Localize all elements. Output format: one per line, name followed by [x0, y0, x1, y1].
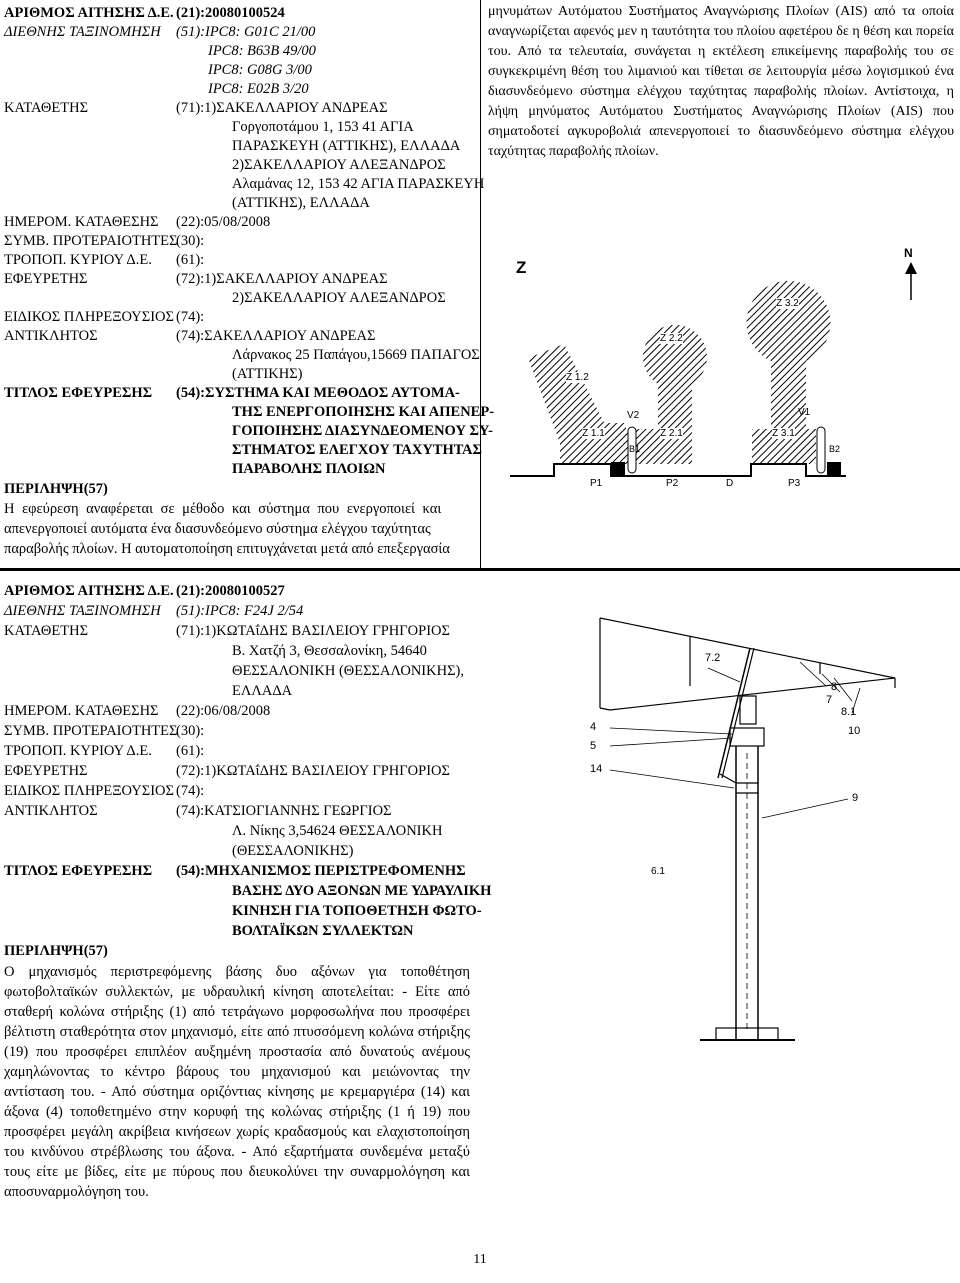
applicant-line: Αλαμάνας 12, 153 42 ΑΓΙΑ ΠΑΡΑΣΚΕΥΗ — [232, 176, 485, 192]
ipc-value: (51):IPC8: F24J 2/54 — [176, 603, 304, 619]
title-value: (54):ΣΥΣΤΗΜΑ ΚΑΙ ΜΕΘΟΔΟΣ ΑΥΤΟΜΑ- — [176, 385, 460, 401]
ipc-value: (51):IPC8: G01C 21/00 — [176, 24, 316, 40]
ipc-value: IPC8: B63B 49/00 — [208, 43, 316, 59]
title-line: ΒΟΛΤΑΪΚΩΝ ΣΥΛΛΕΚΤΩΝ — [232, 923, 414, 939]
agent-value: (74): — [176, 783, 205, 799]
filing-date-value: (22):05/08/2008 — [176, 214, 271, 230]
diagram-label: D — [726, 478, 734, 489]
applicant-value: (71):1)ΣΑΚΕΛΛΑΡΙΟΥ ΑΝΔΡΕΑΣ — [176, 100, 388, 116]
abstract-line: παραβολής πλοίων. Η αυτοματοποίηση επιτυγχάνεται μετά από επεξεργασία — [4, 541, 450, 557]
diagram-label: Z 3.1 — [772, 428, 795, 439]
contact-label: ΑΝΤΙΚΛΗΤΟΣ — [4, 803, 98, 819]
application-number-value: (21):20080100527 — [176, 583, 285, 599]
title-line: ΒΑΣΗΣ ΔΥΟ ΑΞΟΝΩΝ ΜΕ ΥΔΡΑΥΛΙΚΗ — [232, 883, 492, 899]
ipc-label: ΔΙΕΘΝΗΣ ΤΑΞΙΝΟΜΗΣΗ — [4, 603, 161, 619]
berth-diagram — [506, 236, 852, 498]
drawing-label: 9 — [852, 792, 859, 804]
ipc-value: IPC8: E02B 3/20 — [208, 81, 309, 97]
filing-date-label: ΗΜΕΡΟΜ. ΚΑΤΑΘΕΣΗΣ — [4, 703, 159, 719]
priority-value: (30): — [176, 233, 205, 249]
drawing-label: 7 — [826, 694, 833, 706]
application-number-label: ΑΡΙΘΜΟΣ ΑΙΤΗΣΗΣ Δ.Ε. — [4, 5, 174, 21]
berth-b1 — [611, 462, 625, 476]
diagram-label: P3 — [788, 478, 801, 489]
applicant-label: ΚΑΤΑΘΕΤΗΣ — [4, 623, 89, 639]
applicant-line: ΕΛΛΑΔΑ — [232, 683, 293, 699]
contact-line: Λάρνακος 25 Παπάγου,15669 ΠΑΠΑΓΟΣ — [232, 347, 480, 363]
diagram-label: B1 — [629, 444, 641, 454]
applicant-value: (71):1)ΚΩΤΑΐΔΗΣ ΒΑΣΙΛΕΙΟΥ ΓΡΗΓΟΡΙΟΣ — [176, 623, 450, 639]
drawing-label: 7.2 — [705, 652, 721, 664]
contact-line: Λ. Νίκης 3,54624 ΘΕΣΣΑΛΟΝΙΚΗ — [232, 823, 443, 839]
abstract-line: απενεργοποιεί αυτόματα ένα διασυνδεόμενο σύστημα ελέγχου ταχύτητας — [4, 521, 431, 537]
inventor-value: (72):1)ΣΑΚΕΛΛΑΡΙΟΥ ΑΝΔΡΕΑΣ — [176, 271, 388, 287]
modification-value: (61): — [176, 252, 205, 268]
application-number-label: ΑΡΙΘΜΟΣ ΑΙΤΗΣΗΣ Δ.Ε. — [4, 583, 174, 599]
page-number: 11 — [473, 1252, 487, 1267]
applicant-label: ΚΑΤΑΘΕΤΗΣ — [4, 100, 89, 116]
diagram-label: Z 1.2 — [566, 372, 589, 383]
diagram-label: Z — [516, 258, 527, 277]
diagram-label: P2 — [666, 478, 679, 489]
drawing-label: 10 — [848, 725, 861, 737]
agent-label: ΕΙΔΙΚΟΣ ΠΛΗΡΕΞΟΥΣΙΟΣ — [4, 783, 174, 799]
diagram-label: P1 — [590, 478, 603, 489]
diagram-label: V2 — [627, 410, 640, 421]
modification-label: ΤΡΟΠΟΠ. ΚΥΡΙΟΥ Δ.Ε. — [4, 252, 152, 268]
contact-line: (ΑΤΤΙΚΗΣ) — [232, 366, 303, 382]
title-label: ΤΙΤΛΟΣ ΕΦΕΥΡΕΣΗΣ — [4, 863, 153, 879]
priority-label: ΣΥΜΒ. ΠΡΟΤΕΡΑΙΟΤΗΤΕΣ — [4, 723, 178, 739]
priority-value: (30): — [176, 723, 205, 739]
applicant-line: 2)ΣΑΚΕΛΛΑΡΙΟΥ ΑΛΕΞΑΝΔΡΟΣ — [232, 157, 446, 173]
diagram-label: Z 2.1 — [660, 428, 683, 439]
inventor-value: (72):1)ΚΩΤΑΐΔΗΣ ΒΑΣΙΛΕΙΟΥ ΓΡΗΓΟΡΙΟΣ — [176, 763, 450, 779]
inventor-label: ΕΦΕΥΡΕΤΗΣ — [4, 763, 88, 779]
filing-date-value: (22):06/08/2008 — [176, 703, 271, 719]
filing-date-label: ΗΜΕΡΟΜ. ΚΑΤΑΘΕΣΗΣ — [4, 214, 159, 230]
application-number-value: (21):20080100524 — [176, 5, 285, 21]
drawing-label: 14 — [590, 763, 603, 775]
inventor-line: 2)ΣΑΚΕΛΛΑΡΙΟΥ ΑΛΕΞΑΝΔΡΟΣ — [232, 290, 446, 306]
drawing-label: 8 — [831, 681, 838, 693]
modification-label: ΤΡΟΠΟΠ. ΚΥΡΙΟΥ Δ.Ε. — [4, 743, 152, 759]
panel-top-edge — [600, 618, 895, 678]
diagram-label: Z 2.2 — [660, 333, 683, 344]
contact-value: (74):ΣΑΚΕΛΛΑΡΙΟΥ ΑΝΔΡΕΑΣ — [176, 328, 376, 344]
abstract-text: Ο μηχανισμός περιστρεφόμενης βάσης δυο αξόνων για τοποθέτηση φωτοβολταϊκών συλλεκτών, με υδραυλική κίνηση αποτελείται: - Είτε από σταθερή κολώνα στήριξης (1) από τετράγωνο μορφοσωλήνα που προσφέρει βέλτιστη σταθερότητα στον μηχανισμό, είτε από πτυσσόμενη κολώνα στήριξης (19) που προσφέρει επιπλέον αυξημένη προστασία από δυνατούς ανέμους χαμηλώνοντας το κέντρο βάρους του μηχανισμού και μειώνοντας την αντίσταση του. - Από σύστημα οριζόντιας κίνησης με κρεμαργιέρα (14) και άξονα (4) τοποθετημένο στην κορυφή της κολώνας στήριξης (1 ή 19) που προσφέρει μεγάλη ακρίβεια κινήσεων χωρίς κραδασμούς και ελαχιστοποίηση του κινδύνου στρέβλωσης του άξονα. - Από εξαρτήματα συνδεμένα μεταξύ τους είτε με βίδες, είτε με πύρους που διευκολύνει την συναρμολόγηση και αποσυναρμολόγηση του. — [4, 964, 470, 1200]
title-line: ΤΗΣ ΕΝΕΡΓΟΠΟΙΗΣΗΣ ΚΑΙ ΑΠΕΝΕΡ- — [232, 404, 495, 420]
diagram-label: B2 — [829, 444, 841, 454]
title-line: ΣΤΗΜΑΤΟΣ ΕΛΕΓΧΟΥ ΤΑΧΥΤΗΤΑΣ — [232, 442, 482, 458]
modification-value: (61): — [176, 743, 205, 759]
abstract-continuation: μηνυμάτων Αυτόματου Συστήματος Αναγνώρισης Πλοίων (AIS) από τα οποία αναγνωρίζεται αφενός μεν η ταυτότητα του πλοίου αφετέρου δε η θέση και πορεία του. Από τα τελευταία, συνάγεται η εκτέλεση επικείμενης παραβολής του σε συγκεκριμένη θέση του λιμανιού και τίθεται σε λειτουργία μέσω λογισμικού ένα διασυνδεόμενο σύστημα ελέγχου ταχύτητας παραβολής πλοίων. Αντίστοιχα, η λήψη μηνύματος Αυτόματου Συστήματος Αναγνώρισης Πλοίων (AIS) που σηματοδοτεί αγκυροβολιά απενεργοποιεί το διασυνδεόμενο σύστημα ελέγχου ταχύτητας παραβολής πλοίων. — [488, 4, 954, 159]
diagram-label: N — [904, 246, 913, 260]
title-line: ΓΟΠΟΙΗΣΗΣ ΔΙΑΣΥΝΔΕΟΜΕΝΟΥ ΣΥ- — [232, 423, 494, 439]
contact-label: ΑΝΤΙΚΛΗΤΟΣ — [4, 328, 98, 344]
ipc-label: ΔΙΕΘΝΗΣ ΤΑΞΙΝΟΜΗΣΗ — [4, 24, 161, 40]
ipc-value: IPC8: G08G 3/00 — [208, 62, 312, 78]
agent-value: (74): — [176, 309, 205, 325]
drawing-label: 5 — [590, 740, 597, 752]
abstract-line: Η εφεύρεση αναφέρεται σε μέθοδο και σύστημα που ενεργοποιεί και — [4, 501, 442, 517]
diagram-label: Z 1.1 — [582, 428, 605, 439]
agent-label: ΕΙΔΙΚΟΣ ΠΛΗΡΕΞΟΥΣΙΟΣ — [4, 309, 174, 325]
contact-line: (ΘΕΣΣΑΛΟΝΙΚΗΣ) — [232, 843, 354, 859]
applicant-line: ΠΑΡΑΣΚΕΥΗ (ΑΤΤΙΚΗΣ), ΕΛΛΑΔΑ — [232, 138, 461, 154]
priority-label: ΣΥΜΒ. ΠΡΟΤΕΡΑΙΟΤΗΤΕΣ — [4, 233, 178, 249]
applicant-line: Β. Χατζή 3, Θεσσαλονίκη, 54640 — [232, 643, 427, 659]
berth-b2 — [827, 462, 841, 476]
applicant-line: ΘΕΣΣΑΛΟΝΙΚΗ (ΘΕΣΣΑΛΟΝΙΚΗΣ), — [232, 663, 464, 679]
diagram-label: Z 3.2 — [776, 298, 799, 309]
contact-value: (74):ΚΑΤΣΙΟΓΙΑΝΝΗΣ ΓΕΩΡΓΙΟΣ — [176, 803, 392, 819]
drawing-label: 8.1 — [841, 706, 857, 718]
drawing-label: 4 — [590, 721, 597, 733]
applicant-line: (ΑΤΤΙΚΗΣ), ΕΛΛΑΔΑ — [232, 195, 370, 211]
title-label: ΤΙΤΛΟΣ ΕΦΕΥΡΕΣΗΣ — [4, 385, 153, 401]
mechanism-drawing — [590, 578, 920, 1048]
drawing-label: 6.1 — [651, 866, 665, 877]
title-line: ΠΑΡΑΒΟΛΗΣ ΠΛΟΙΩΝ — [232, 461, 386, 477]
entry-separator — [0, 568, 960, 571]
title-line: ΚΙΝΗΣΗ ΓΙΑ ΤΟΠΟΘΕΤΗΣΗ ΦΩΤΟ- — [232, 903, 482, 919]
diagram-label: V1 — [798, 407, 811, 418]
column-divider — [480, 0, 481, 568]
vessel-v1 — [817, 427, 825, 473]
abstract-label: ΠΕΡΙΛΗΨΗ(57) — [4, 481, 108, 497]
inventor-label: ΕΦΕΥΡΕΤΗΣ — [4, 271, 88, 287]
abstract-label: ΠΕΡΙΛΗΨΗ(57) — [4, 943, 108, 959]
applicant-line: Γοργοποτάμου 1, 153 41 ΑΓΙΑ — [232, 119, 414, 135]
title-value: (54):ΜΗΧΑΝΙΣΜΟΣ ΠΕΡΙΣΤΡΕΦΟΜΕΝΗΣ — [176, 863, 466, 879]
